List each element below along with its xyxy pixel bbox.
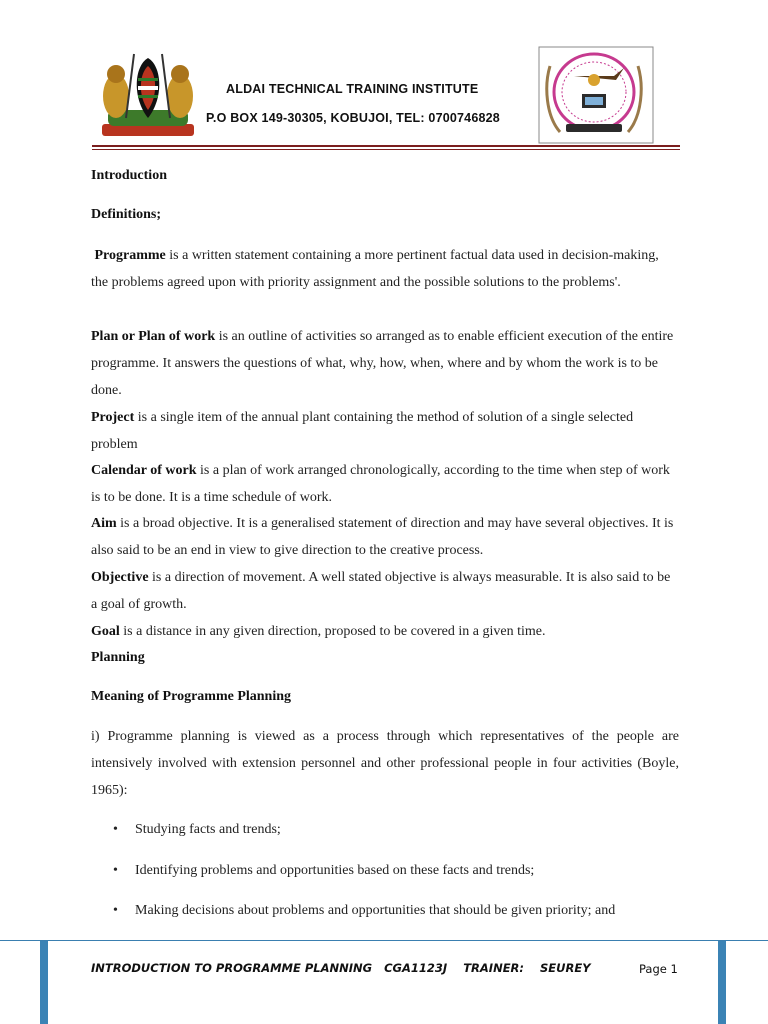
list-item-text: Making decisions about problems and opportunities that should be given priority; and bbox=[135, 903, 616, 918]
bullet-icon: • bbox=[113, 903, 118, 918]
list-item bbox=[113, 897, 683, 924]
header-rule bbox=[92, 145, 680, 147]
term-text: is a single item of the annual plant containing the method of solution of a single selected problem bbox=[91, 410, 634, 452]
definition-goal bbox=[91, 618, 679, 645]
list-item bbox=[113, 857, 683, 884]
definition-aim bbox=[91, 510, 679, 564]
bullet-icon: • bbox=[113, 822, 118, 837]
meaning-paragraph: i) Programme planning is viewed as a process through which representatives of the people are intensively involved with extension personnel and other professional people in four activities (Boyle, 1965): bbox=[91, 729, 679, 798]
footer-page-number: Page 1 bbox=[639, 962, 678, 976]
coat-of-arms-logo bbox=[94, 48, 202, 140]
bullet-list bbox=[113, 816, 683, 843]
term-label: Goal bbox=[91, 624, 120, 639]
heading-planning: Planning bbox=[91, 650, 145, 665]
footer-rule bbox=[0, 940, 768, 941]
heading-definitions: Definitions; bbox=[91, 207, 161, 222]
term-label: Plan or Plan of work bbox=[91, 329, 216, 344]
definition-plan-of-work bbox=[91, 323, 679, 404]
list-item-text: Identifying problems and opportunities based on these facts and trends; bbox=[135, 863, 535, 878]
footer-accent-right bbox=[718, 941, 726, 1024]
heading-introduction: Introduction bbox=[91, 168, 167, 183]
term-text: is a written statement containing a more pertinent factual data used in decision-making, the problems agreed upon with priority assignment and the possible solutions to the problems'. bbox=[91, 248, 659, 290]
institute-crest-logo bbox=[538, 46, 654, 144]
definition-project bbox=[91, 404, 679, 458]
term-text: is a distance in any given direction, proposed to be covered in a given time. bbox=[119, 624, 546, 639]
term-text: is an outline of activities so arranged as to enable efficient execution of the entire programme. It answers the questions of what, why, how, when, where and by whom the work is to be done. bbox=[91, 329, 674, 398]
definition-calendar-of-work bbox=[91, 457, 679, 511]
list-item-text: Studying facts and trends; bbox=[135, 822, 281, 837]
term-text: is a direction of movement. A well stated objective is always measurable. It is also said to be a goal of growth. bbox=[91, 570, 671, 612]
term-label: Aim bbox=[91, 516, 117, 531]
term-text: is a broad objective. It is a generalised statement of direction and may have several objectives. It is also said to be an end in view to give direction to the creative process. bbox=[91, 516, 674, 558]
bullet-list bbox=[113, 857, 683, 884]
bullet-icon: • bbox=[113, 863, 118, 878]
heading-meaning-of-programme-planning: Meaning of Programme Planning bbox=[91, 689, 292, 704]
term-label: Programme bbox=[94, 248, 166, 263]
term-label: Project bbox=[91, 410, 135, 425]
institute-address: P.O BOX 149-30305, KOBUJOI, TEL: 0700746828 bbox=[206, 111, 500, 125]
header-rule-thin bbox=[92, 149, 680, 150]
term-text: is a plan of work arranged chronologically, according to the time when step of work is to be done. It is a time schedule of work. bbox=[91, 463, 670, 505]
footer-course-info: INTRODUCTION TO PROGRAMME PLANNING CGA1123J TRAINER: SEUREY bbox=[91, 961, 591, 975]
term-label: Objective bbox=[91, 570, 149, 585]
bullet-list bbox=[113, 897, 683, 924]
term-label: Calendar of work bbox=[91, 463, 197, 478]
definition-objective bbox=[91, 564, 679, 618]
list-item bbox=[113, 816, 683, 843]
footer-accent-left bbox=[40, 941, 48, 1024]
definition-programme bbox=[91, 242, 679, 296]
institute-name: ALDAI TECHNICAL TRAINING INSTITUTE bbox=[226, 82, 479, 96]
